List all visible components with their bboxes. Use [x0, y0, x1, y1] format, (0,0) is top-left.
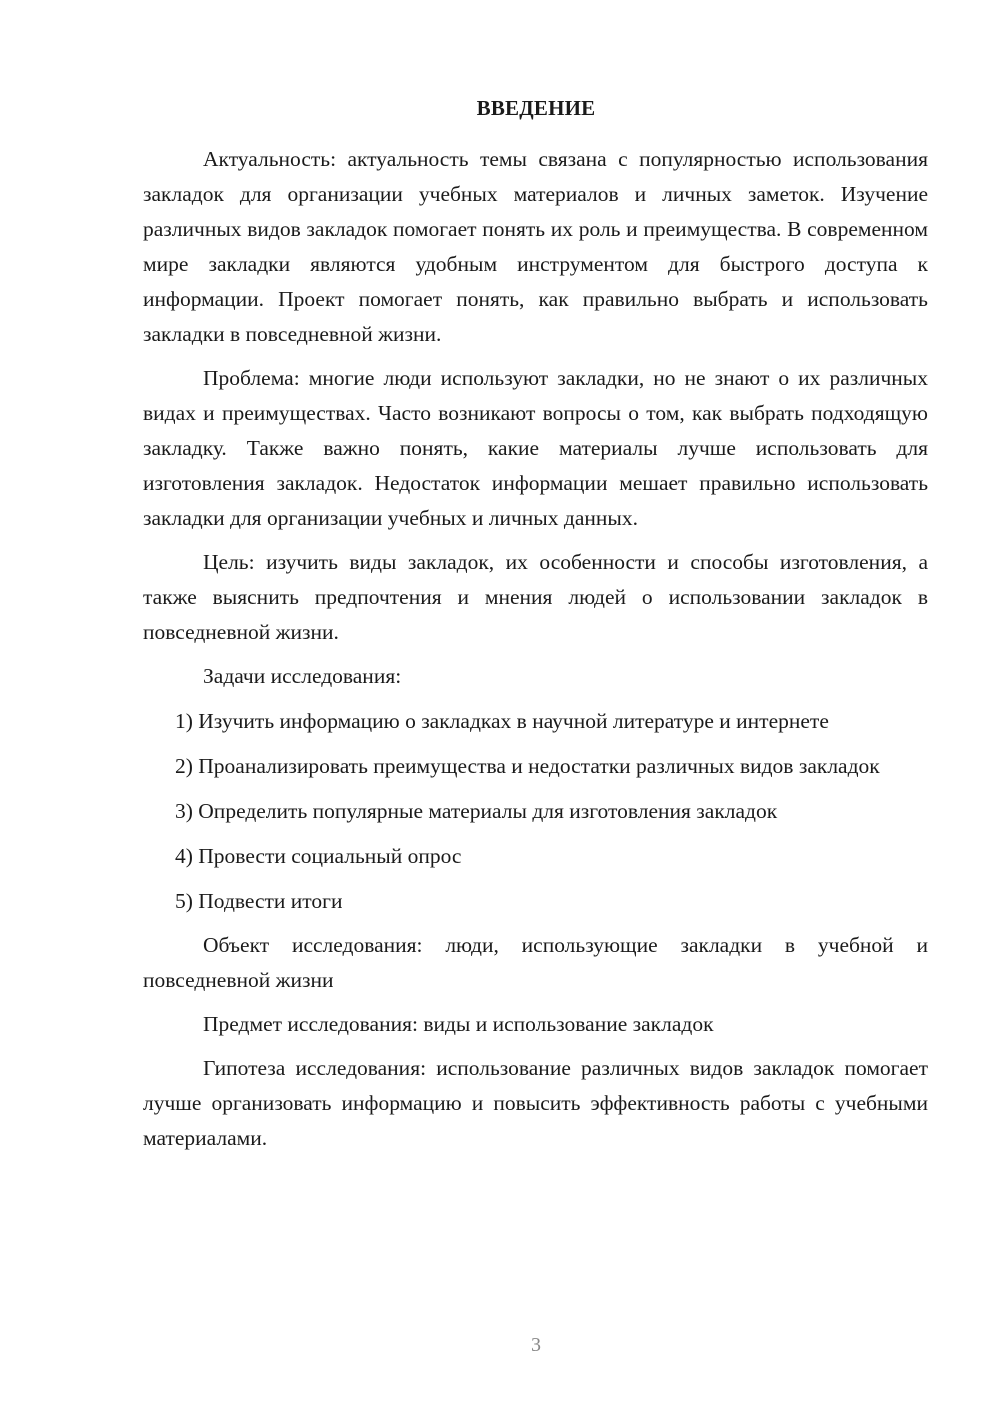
problem-paragraph: Проблема: многие люди используют закладки, но не знают о их различных видах и преимуществах. Часто возникают вопросы о том, как выбрать подходящую закладку. Также важно понять, какие материалы лучше использовать для изготовления закладок. Недостаток информации мешает правильно использовать закладки для организации учебных и личных данных.	[143, 366, 928, 530]
page-number: 3	[531, 1334, 541, 1356]
relevance-paragraph: Актуальность: актуальность темы связана с популярностью использования закладок для организации учебных материалов и личных заметок. Изучение различных видов закладок помогает понять их роль и преимущества. В современном мире закладки являются удобным инструментом для быстрого доступа к информации. Проект помогает понять, как правильно выбрать и использовать закладки в повседневной жизни.	[143, 147, 928, 346]
task-item: 4) Провести социальный опрос	[175, 844, 462, 868]
subject-paragraph: Предмет исследования: виды и использование закладок	[203, 1012, 714, 1036]
section-heading: ВВЕДЕНИЕ	[476, 96, 596, 120]
goal-paragraph: Цель: изучить виды закладок, их особенности и способы изготовления, а также выяснить предпочтения и мнения людей о использовании закладок в повседневной жизни.	[143, 550, 928, 644]
object-paragraph: Объект исследования: люди, использующие закладки в учебной и повседневной жизни	[143, 933, 928, 992]
hypothesis-paragraph: Гипотеза исследования: использование различных видов закладок помогает лучше организовать информацию и повысить эффективность работы с учебными материалами.	[143, 1056, 928, 1150]
task-item: 2) Проанализировать преимущества и недостатки различных видов закладок	[175, 754, 880, 778]
tasks-title: Задачи исследования:	[203, 664, 402, 688]
document-body	[143, 142, 928, 1156]
task-item: 5) Подвести итоги	[175, 889, 343, 913]
task-item: 1) Изучить информацию о закладках в научной литературе и интернете	[175, 709, 829, 733]
tasks-list	[143, 704, 928, 919]
task-item: 3) Определить популярные материалы для изготовления закладок	[175, 799, 778, 823]
